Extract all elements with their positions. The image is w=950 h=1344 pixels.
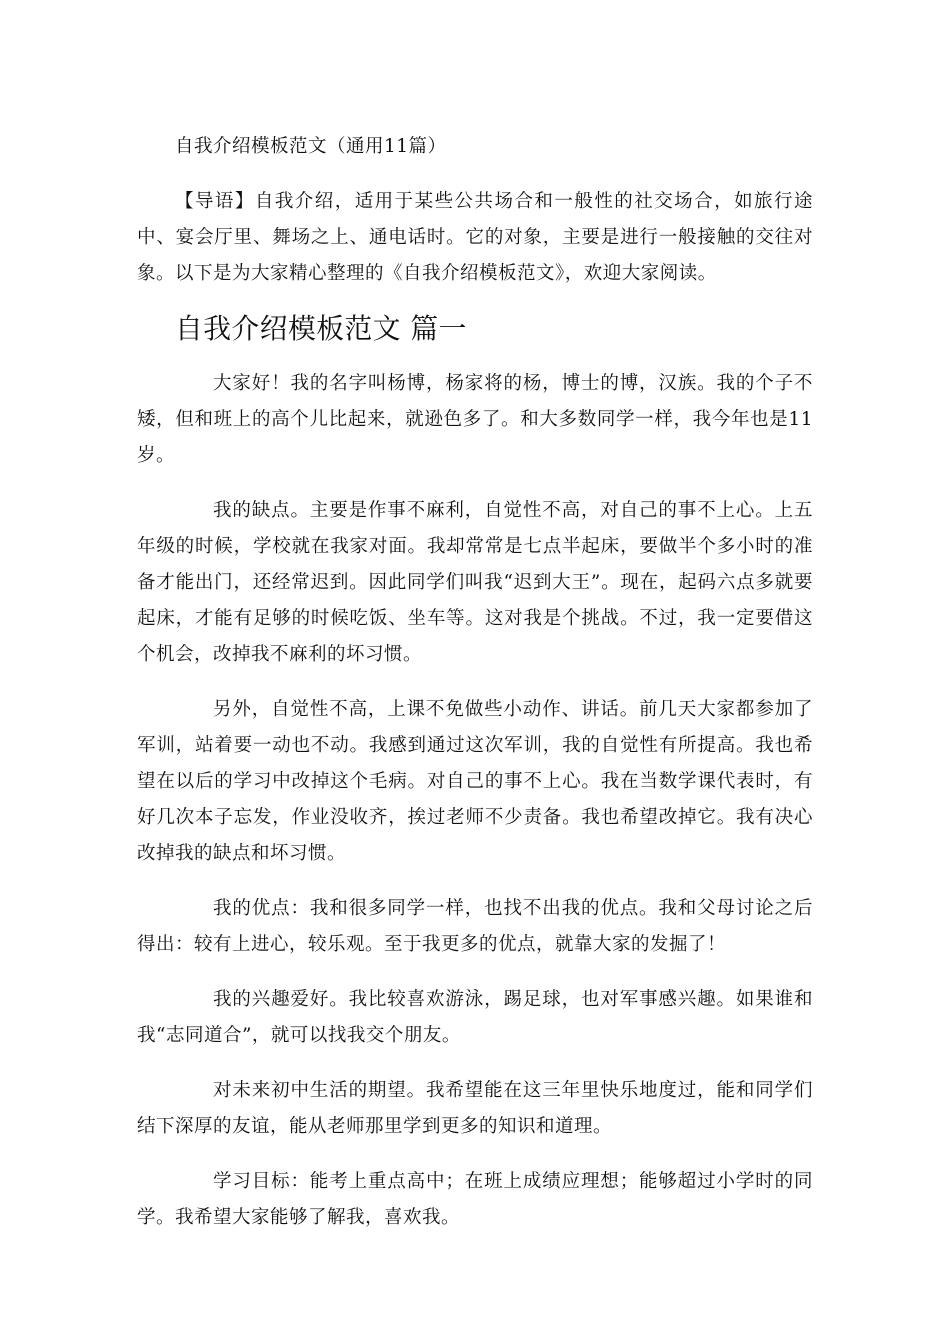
intro-paragraph: 【导语】自我介绍，适用于某些公共场合和一般性的社交场合，如旅行途中、宴会厅里、舞场之上、通电话时。它的对象，主要是进行一般接触的交往对象。以下是为大家精心整理的《自我介绍模板范文》，欢迎大家阅读。 — [137, 191, 813, 284]
document-title: 自我介绍模板范文（通用11篇） — [175, 136, 447, 157]
document-body — [137, 129, 813, 1255]
section-heading: 自我介绍模板范文 篇一 — [175, 312, 467, 345]
body-paragraph: 对未来初中生活的期望。我希望能在这三年里快乐地度过，能和同学们结下深厚的友谊，能从老师那里学到更多的知识和道理。 — [137, 1080, 813, 1137]
body-paragraph: 我的优点：我和很多同学一样，也找不出我的优点。我和父母讨论之后得出：较有上进心，较乐观。至于我更多的优点，就靠大家的发掘了！ — [137, 898, 813, 955]
body-paragraph: 我的缺点。主要是作事不麻利，自觉性不高，对自己的事不上心。上五年级的时候，学校就在我家对面。我却常常是七点半起床，要做半个多小时的准备才能出门，还经常迟到。因此同学们叫我“迟到大王”。现在，起码六点多就要起床，才能有足够的时候吃饭、坐车等。这对我是个挑战。不过，我一定要借这个机会，改掉我不麻利的坏习惯。 — [137, 500, 813, 665]
body-paragraph: 学习目标：能考上重点高中；在班上成绩应理想；能够超过小学时的同学。我希望大家能够了解我，喜欢我。 — [137, 1171, 813, 1228]
body-paragraph: 另外，自觉性不高，上课不免做些小动作、讲话。前几天大家都参加了军训，站着要一动也不动。我感到通过这次军训，我的自觉性有所提高。我也希望在以后的学习中改掉这个毛病。对自己的事不上心。我在当数学课代表时，有好几次本子忘发，作业没收齐，挨过老师不少责备。我也希望改掉它。我有决心改掉我的缺点和坏习惯。 — [137, 699, 813, 864]
body-paragraph: 我的兴趣爱好。我比较喜欢游泳，踢足球，也对军事感兴趣。如果谁和我“志同道合”，就可以找我交个朋友。 — [137, 989, 813, 1046]
body-paragraph: 大家好！我的名字叫杨博，杨家将的杨，博士的博，汉族。我的个子不矮，但和班上的高个儿比起来，就逊色多了。和大多数同学一样，我今年也是11岁。 — [137, 373, 813, 466]
